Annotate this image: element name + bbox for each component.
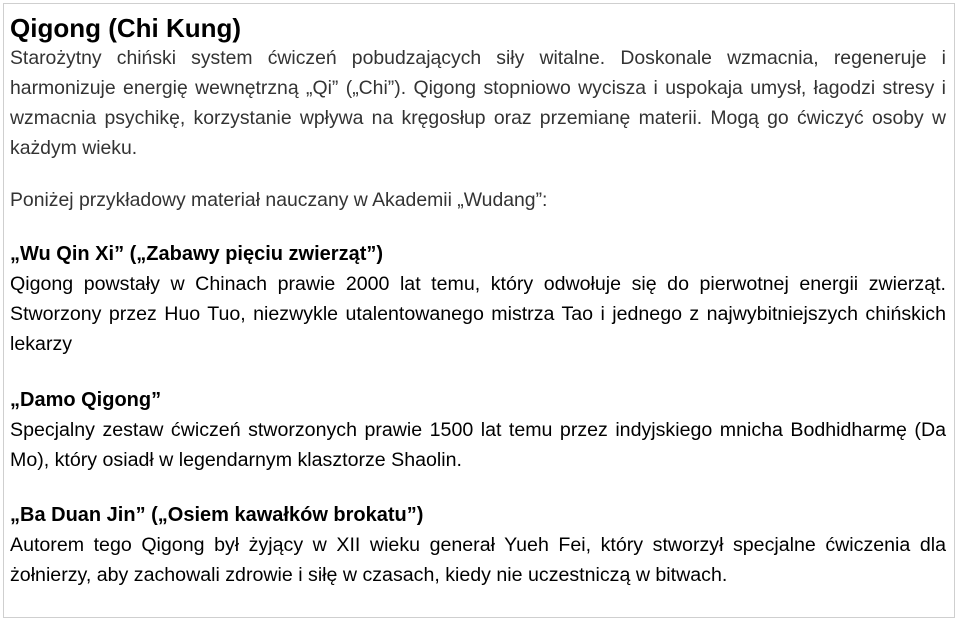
intro-paragraph: Starożytny chiński system ćwiczeń pobudzających siły witalne. Doskonale wzmacnia, regeneruje i harmonizuje energię wewnętrzną „Qi” („Chi”). Qigong stopniowo wycisza i uspokaja umysł, łagodzi stresy i wzmacnia psychikę, korzystanie wpływa na kręgosłup oraz przemianę materii. Mogą go ćwiczyć osoby w każdym wieku. xyxy=(10,47,946,159)
section-title: „Damo Qigong” xyxy=(10,389,162,411)
section-body: Qigong powstały w Chinach prawie 2000 lat temu, który odwołuje się do pierwotnej energii zwierząt. Stworzony przez Huo Tuo, niezwykle utalentowanego mistrza Tao i jednego z najwybitniejszych chińskich lekarzy xyxy=(10,273,946,355)
page-title: Qigong (Chi Kung) xyxy=(10,13,242,43)
document-page xyxy=(3,3,955,618)
section-damo-qigong xyxy=(10,385,946,475)
lead-paragraph: Poniżej przykładowy materiał nauczany w Akademii „Wudang”: xyxy=(10,189,548,211)
section-body: Specjalny zestaw ćwiczeń stworzonych prawie 1500 lat temu przez indyjskiego mnicha Bodhidharmę (Da Mo), który osiadł w legendarnym klasztorze Shaolin. xyxy=(10,419,946,471)
section-title: „Ba Duan Jin” („Osiem kawałków brokatu”) xyxy=(10,504,424,526)
section-body: Autorem tego Qigong był żyjący w XII wieku generał Yueh Fei, który stworzył specjalne ćwiczenia dla żołnierzy, aby zachowali zdrowie i siłę w czasach, kiedy nie uczestniczą w bitwach. xyxy=(10,534,946,586)
section-title: „Wu Qin Xi” („Zabawy pięciu zwierząt”) xyxy=(10,243,384,265)
section-wu-qin-xi xyxy=(10,239,946,359)
section-ba-duan-jin xyxy=(10,500,946,590)
